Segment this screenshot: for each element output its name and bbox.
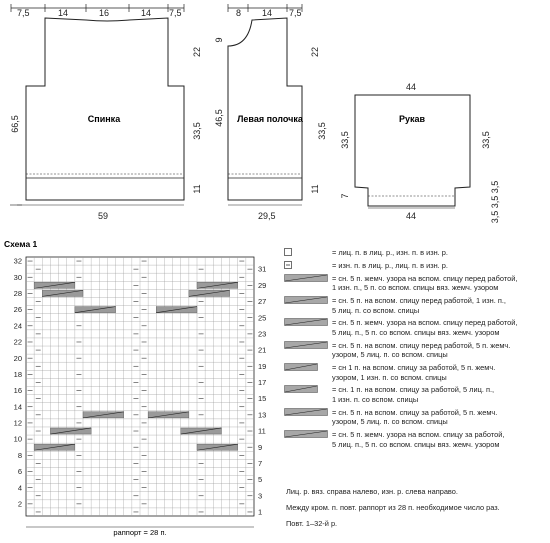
back-right-height-2: 33,5 — [192, 122, 202, 140]
back-right-height-3: 11 — [192, 184, 202, 194]
row-number: 23 — [258, 329, 267, 339]
legend-symbol-icon — [284, 296, 328, 304]
scheme-title: Схема 1 — [4, 239, 38, 249]
legend-text: 1 изн. п., 5 п. со вспом. спицы вяз. жемч. узором — [332, 283, 499, 293]
legend-text: узором, 1 изн. п. со вспом. спицы — [332, 372, 447, 382]
sleeve-right-height-1: 33,5 — [481, 131, 491, 149]
sleeve-right-height-4: 3,5 — [490, 210, 500, 224]
legend-text: = сн. 5 п. жемч. узора на вспом. спицу перед работой, — [332, 318, 518, 328]
legend-item — [284, 341, 546, 360]
sleeve-schematic — [355, 95, 470, 206]
sleeve-left-height-1: 33,5 — [340, 131, 350, 149]
row-number: 11 — [258, 426, 266, 436]
row-number: 27 — [258, 297, 267, 307]
legend-text: = изн. п. в лиц. р., лиц. п. в изн. р. — [332, 260, 448, 270]
sleeve-bottom-width: 44 — [406, 211, 417, 221]
front-left-height: 46,5 — [214, 109, 224, 127]
row-number: 25 — [258, 313, 267, 323]
rapport-label: раппорт = 28 п. — [113, 528, 167, 537]
sleeve-right-height-2: 3,5 — [490, 180, 500, 194]
front-width-1: 8 — [236, 8, 242, 18]
sleeve-label: Рукав — [398, 114, 426, 124]
legend-symbol-icon — [284, 261, 292, 269]
row-number: 13 — [258, 410, 267, 420]
row-number: 3 — [258, 491, 263, 501]
legend-item — [284, 318, 546, 337]
legend-item — [284, 430, 546, 449]
row-number: 30 — [13, 272, 22, 282]
back-width-4: 14 — [141, 8, 152, 18]
sleeve-right-height-3: 3,5 — [490, 195, 500, 209]
row-number: 21 — [258, 345, 267, 355]
row-number: 28 — [13, 289, 22, 299]
note-direction: Лиц. р. вяз. справа налево, изн. р. слева направо. — [286, 487, 458, 496]
row-number: 6 — [17, 467, 22, 477]
row-number: 15 — [258, 394, 267, 404]
legend-text: = лиц. п. в лиц. р., изн. п. в изн. р. — [332, 248, 448, 257]
legend-symbol-icon — [284, 248, 292, 256]
legend-symbol-icon — [284, 274, 328, 282]
legend — [284, 248, 546, 453]
row-number: 17 — [258, 378, 267, 388]
row-number: 31 — [258, 264, 267, 274]
row-number: 2 — [17, 499, 22, 509]
sleeve-dimensions — [340, 82, 500, 223]
legend-symbol-icon — [284, 341, 328, 349]
legend-item — [284, 274, 546, 293]
sleeve-left-height-2: 7 — [340, 193, 350, 199]
row-number: 22 — [13, 337, 22, 347]
back-bottom-width: 59 — [98, 211, 109, 221]
legend-item — [284, 261, 546, 271]
legend-text: 5 лиц. п., 5 п. со вспом. спицы вяз. жемч. узором — [332, 327, 500, 337]
back-width-1: 7,5 — [17, 8, 30, 18]
legend-symbol-icon — [284, 385, 318, 393]
row-number: 16 — [13, 386, 22, 396]
row-number: 24 — [13, 321, 22, 331]
back-width-2: 14 — [58, 8, 69, 18]
front-width-3: 7,5 — [289, 8, 302, 18]
front-bottom-width: 29,5 — [258, 211, 276, 221]
back-schematic — [11, 4, 184, 200]
legend-text: = сн. 5 п. на вспом. спицу перед работой, 5 п. жемч. — [332, 340, 511, 350]
front-neck-depth: 9 — [214, 37, 224, 43]
legend-item — [284, 248, 546, 258]
row-number: 10 — [13, 434, 22, 444]
front-right-height-2: 33,5 — [317, 122, 327, 140]
legend-text: 5 лиц. п. со вспом. спицы — [332, 305, 420, 315]
row-number: 18 — [13, 369, 22, 379]
sleeve-top-width: 44 — [406, 82, 417, 92]
legend-item — [284, 296, 546, 315]
back-left-height: 66,5 — [10, 115, 20, 133]
legend-symbol-icon — [284, 363, 318, 371]
legend-item — [284, 385, 546, 404]
row-number: 29 — [258, 280, 267, 290]
stitch-chart — [26, 257, 254, 516]
left-front-label: Левая полочка — [237, 114, 303, 124]
legend-text: = сн. 5 п. жемч. узора на вспом. спицу перед работой, — [332, 273, 518, 283]
row-number: 8 — [17, 450, 22, 460]
row-number: 7 — [258, 458, 263, 468]
legend-text: = сн. 1 п. на вспом. спицу за работой, 5 лиц. п., — [332, 385, 495, 395]
legend-symbol-icon — [284, 408, 328, 416]
row-number: 14 — [13, 402, 22, 412]
row-number: 19 — [258, 361, 267, 371]
row-number: 4 — [17, 483, 22, 493]
legend-text: = сн. 5 п. на вспом. спицу перед работой, 1 изн. п., — [332, 295, 506, 305]
row-number: 12 — [13, 418, 22, 428]
legend-item — [284, 363, 546, 382]
row-number: 32 — [13, 256, 22, 266]
back-width-3: 16 — [99, 8, 110, 18]
note-rows: Повт. 1–32-й р. — [286, 519, 338, 528]
legend-text: узором, 5 лиц. п. со вспом. спицы — [332, 350, 448, 360]
row-number: 1 — [258, 507, 263, 517]
back-label: Спинка — [87, 114, 121, 124]
legend-text: 5 лиц. п., 5 п. со вспом. спицы вяз. жемч. узором — [332, 439, 500, 449]
legend-symbol-icon — [284, 430, 328, 438]
front-right-height-1: 22 — [310, 46, 320, 58]
row-number: 5 — [258, 475, 263, 485]
back-right-height-1: 22 — [192, 46, 202, 58]
row-number: 26 — [13, 305, 22, 315]
back-width-5: 7,5 — [169, 8, 182, 18]
note-repeat: Между кром. п. повт. раппорт из 28 п. необходимое число раз. — [286, 503, 500, 512]
notes — [286, 484, 548, 532]
row-number: 9 — [258, 442, 263, 452]
front-right-height-3: 11 — [310, 184, 320, 194]
legend-text: = сн 1 п. на вспом. спицу за работой, 5 п. жемч. — [332, 363, 496, 373]
front-width-2: 14 — [262, 8, 273, 18]
left-front-schematic — [228, 4, 302, 200]
legend-text: = сн. 5 п. на вспом. спицу за работой, 5 п. жемч. — [332, 407, 498, 417]
legend-item — [284, 408, 546, 427]
legend-text: 1 изн. п. со вспом. спицы — [332, 395, 419, 405]
legend-symbol-icon — [284, 318, 328, 326]
legend-text: = сн. 5 п. жемч. узора на вспом. спицу за работой, — [332, 430, 505, 440]
row-number: 20 — [13, 353, 22, 363]
legend-text: узором, 5 лиц. п. со вспом. спицы — [332, 417, 448, 427]
